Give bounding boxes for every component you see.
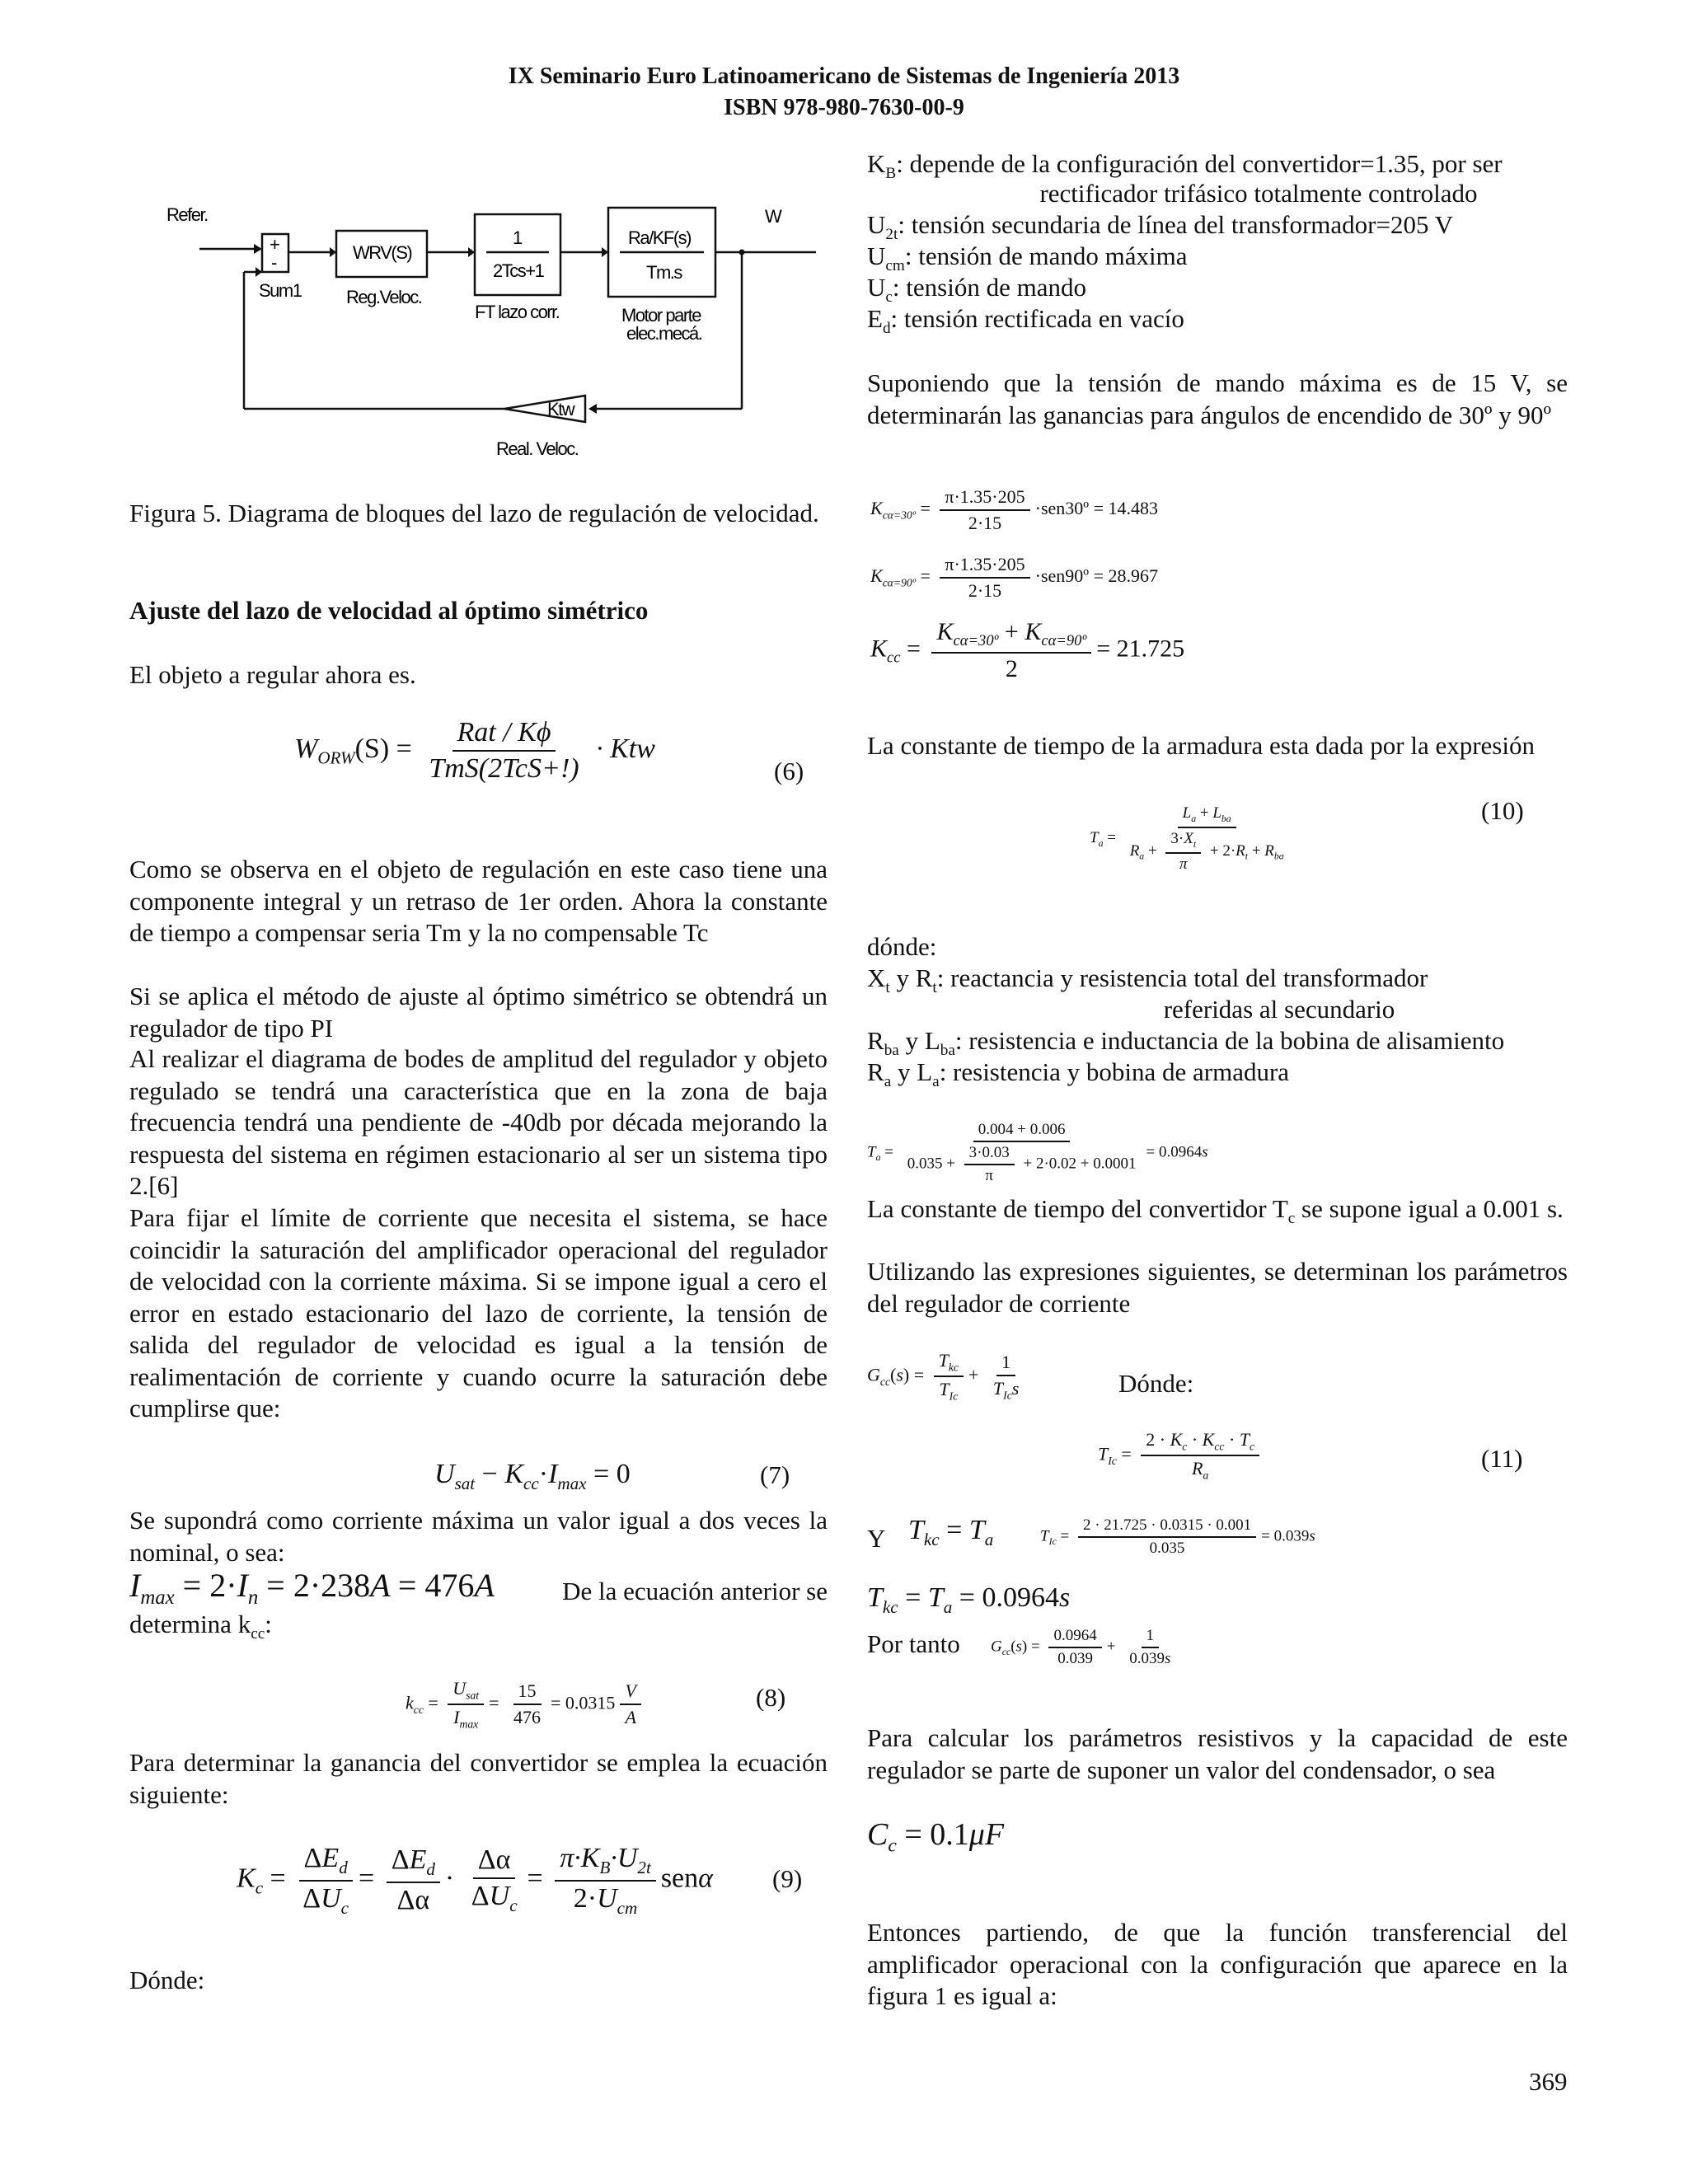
section-heading: Ajuste del lazo de velocidad al óptimo simétrico xyxy=(129,596,649,625)
real-veloc-label: Real. Veloc. xyxy=(496,438,579,459)
paragraph: Y xyxy=(867,1524,886,1553)
paragraph: Dónde: xyxy=(1118,1369,1194,1398)
definition-xt-cont: referidas al secundario xyxy=(1163,995,1395,1024)
minus-sign: - xyxy=(271,252,276,273)
equation-number: (6) xyxy=(774,757,804,785)
paragraph: Suponiendo que la tensión de mando máxima es de 15 V, se determinarán las ganancias para ángulos de encendido de 30º y 90º xyxy=(867,368,1568,429)
page-number: 369 xyxy=(1529,2067,1568,2096)
paragraph: Si se aplica el método de ajuste al óptimo simétrico se obtendrá un regulador de tipo PI xyxy=(129,982,828,1043)
tkc-equals-ta: $T_{kc} = T_a$ xyxy=(908,1515,994,1549)
motor-numerator: Ra/KF(s) xyxy=(628,227,691,248)
equation-number: (8) xyxy=(756,1683,786,1712)
equation-10: $T_a$ = $L_a + L_{ba}$ $R_a$ + $\frac{3\cdot X_t}{\pi}$ + $2\cdot R_t + R_{ba}$ xyxy=(1090,804,1284,873)
running-header xyxy=(0,61,1688,124)
definition-ucm: $U_{cm}$: tensión de mando máxima xyxy=(867,241,1188,275)
figure-caption: Figura 5. Diagrama de bloques del lazo de regulación de velocidad. xyxy=(129,499,819,527)
equation-number: (11) xyxy=(1481,1444,1523,1473)
equation-number: (9) xyxy=(772,1864,803,1893)
definition-xt: $X_t$ y $R_t$: reactancia y resistencia total del transformador xyxy=(867,963,1428,997)
definition-ed: $E_d$: tensión rectificada en vacío xyxy=(867,304,1184,338)
paragraph: Entonces partiendo, de que la función transferencial del amplificador operacional con la configuración que aparece en la figura 1 es igual a: xyxy=(867,1918,1568,2010)
reg-veloc-label: Reg.Veloc. xyxy=(346,287,422,307)
paragraph: Utilizando las expresiones siguientes, se determinan los parámetros del regulador de corriente xyxy=(867,1257,1568,1318)
refer-label: Refer. xyxy=(166,204,208,225)
equation-kc30: $K_{c\alpha=30º}$ = $\frac{\pi\cdot 1.35\cdot 205}{2\cdot 15}$ ·sen30º = 14.483 xyxy=(870,486,1159,533)
definition-u2t: $U_{2t}$: tensión secundaria de línea del transformador=205 V xyxy=(867,210,1454,244)
ft-lazo-label: FT lazo corr. xyxy=(475,302,560,322)
tkc-value: $T_{kc} = T_a = 0.0964s$ xyxy=(867,1582,1071,1617)
motor-label-2: elec.mecá. xyxy=(626,323,702,344)
equation-9: $K_c$ = $\frac{\Delta E_d}{\Delta U_c}$ = $\frac{\Delta E_d}{\Delta\alpha}$ · $\frac{\Delta\alpha}{\Delta U_c}$ = $\frac{\pi\cdot K_B\cdot U_{2t}}{2\cdot U_{cm}}$ senα xyxy=(237,1843,713,1918)
equation-8: $k_{cc}$ = $\frac{U_{sat}}{I_{max}}$ = $\frac{15}{476}$ = 0.0315 $\frac{V}{A}$ xyxy=(406,1678,646,1732)
paragraph: Por tanto xyxy=(867,1629,960,1658)
motor-label-1: Motor parte xyxy=(621,305,701,326)
definition-kb-cont: rectificador trifásico totalmente controlado xyxy=(1039,179,1478,208)
definition-kb: $K_B$: depende de la configuración del convertidor=1.35, por ser xyxy=(867,149,1503,183)
paragraph: dónde: xyxy=(867,932,937,961)
equation-kc90: $K_{c\alpha=90º}$ = $\frac{\pi\cdot 1.35\cdot 205}{2\cdot 15}$ ·sen90º = 28.967 xyxy=(870,554,1159,601)
capacitor-equation: $C_c = 0.1\mu F$ xyxy=(867,1817,1005,1857)
equation-tic-value: $T_{Ic}$ = $\frac{2 \cdot 21.725 \cdot 0.0315 \cdot 0.001}{0.035}$ = 0.039s xyxy=(1040,1516,1315,1557)
paragraph: Para calcular los parámetros resistivos y la capacidad de este regulador se parte de suponer un valor del condensador, o sea xyxy=(867,1723,1568,1784)
header-isbn: ISBN 978-980-7630-00-9 xyxy=(724,95,964,120)
block-diagram xyxy=(157,198,832,470)
definition-uc: $U_c$: tensión de mando xyxy=(867,273,1086,307)
paragraph: Como se observa en el objeto de regulación en este caso tiene una componente integral y un retraso de 1er orden. Ahora la constante de tiempo a compensar seria Tm y la no compensable Tc xyxy=(129,855,828,947)
ft-numerator: 1 xyxy=(513,227,522,248)
paragraph: De la ecuación anterior se xyxy=(562,1577,828,1605)
paragraph: Para determinar la ganancia del convertidor se emplea la ecuación siguiente: xyxy=(129,1748,828,1809)
definition-rba: $R_{ba}$ y $L_{ba}$: resistencia e inductancia de la bobina de alisamiento xyxy=(867,1026,1505,1060)
paragraph: El objeto a regular ahora es. xyxy=(129,660,416,689)
paragraph: Para fijar el límite de corriente que necesita el sistema, se hace coincidir la saturación del amplificador operacional del regulador de velocidad con la corriente máxima. Si se impone igual a cero el error en estado estacionario del lazo de corriente, la tensión de salida del regulador de velocidad es igual a la tensión de realimentación de corriente y cuando ocurre la saturación debe cumplirse que: xyxy=(129,1203,828,1422)
ktw-label: Ktw xyxy=(547,399,574,419)
equation-6: $W_{ORW}(S)$ = $\frac{\text{Rat / Kϕ}}{\text{TmS(2TcS+!)}}$ · Ktw xyxy=(294,717,655,784)
plus-sign: + xyxy=(270,234,279,255)
imax-equation: $I_{max} = 2\cdot I_n = 2\cdot 238A = 476A$ xyxy=(129,1567,495,1609)
definition-ra: $R_a$ y $L_a$: resistencia y bobina de armadura xyxy=(867,1057,1290,1091)
equation-gcc: $G_{cc}(s)$ = $\frac{T_{kc}}{T_{Ic}}$ + $\frac{1}{T_{Ic}s}$ xyxy=(867,1350,1020,1403)
equation-number: (7) xyxy=(760,1460,790,1489)
equation-11: $T_{Ic}$ = $\frac{2 \cdot K_c \cdot K_{cc} \cdot T_c}{R_a}$ xyxy=(1098,1429,1264,1483)
equation-kcc: $K_{cc}$ = $\frac{K_{c\alpha=30º} + K_{c\alpha=90º}}{2}$ = 21.725 xyxy=(870,618,1185,682)
paragraph: La constante de tiempo del convertidor $T_c$ se supone igual a 0.001 s. xyxy=(867,1194,1564,1228)
paragraph: determina $k_{cc}$: xyxy=(129,1610,272,1643)
paragraph: Al realizar el diagrama de bodes de amplitud del regulador y objeto regulado se tendrá una característica que en la zona de baja frecuencia tendrá una pendiente de -40db por década mejorando la respuesta del sistema en régimen estacionario al ser un sistema tipo 2.[6] xyxy=(129,1044,828,1200)
header-title: IX Seminario Euro Latinoamericano de Sistemas de Ingeniería 2013 xyxy=(508,63,1180,89)
paragraph: La constante de tiempo de la armadura esta dada por la expresión xyxy=(867,731,1535,760)
ft-block xyxy=(475,214,560,295)
equation-7: $U_{sat} - K_{cc}\cdot I_{max} = 0$ xyxy=(434,1459,631,1493)
ft-denominator: 2Tcs+1 xyxy=(493,260,544,281)
sum-label: Sum1 xyxy=(259,280,302,301)
equation-gcc-value: $G_{cc}(s)$ = $\frac{0.0964}{0.039}$ + $\frac{1}{0.039s}$ xyxy=(991,1627,1171,1667)
w-label: W xyxy=(765,206,781,227)
wrv-label: WRV(S) xyxy=(353,242,412,263)
equation-ta-value: $T_a$ = 0.004 + 0.006 0.035 + $\frac{3\cdot 0.03}{\pi}$ + 2·0.02 + 0.0001 = 0.0964s xyxy=(867,1121,1208,1184)
equation-number: (10) xyxy=(1481,796,1524,825)
motor-denominator: Tm.s xyxy=(646,262,682,283)
paragraph: Dónde: xyxy=(129,1966,205,1994)
paragraph: Se supondrá como corriente máxima un valor igual a dos veces la nominal, o sea: xyxy=(129,1506,828,1567)
